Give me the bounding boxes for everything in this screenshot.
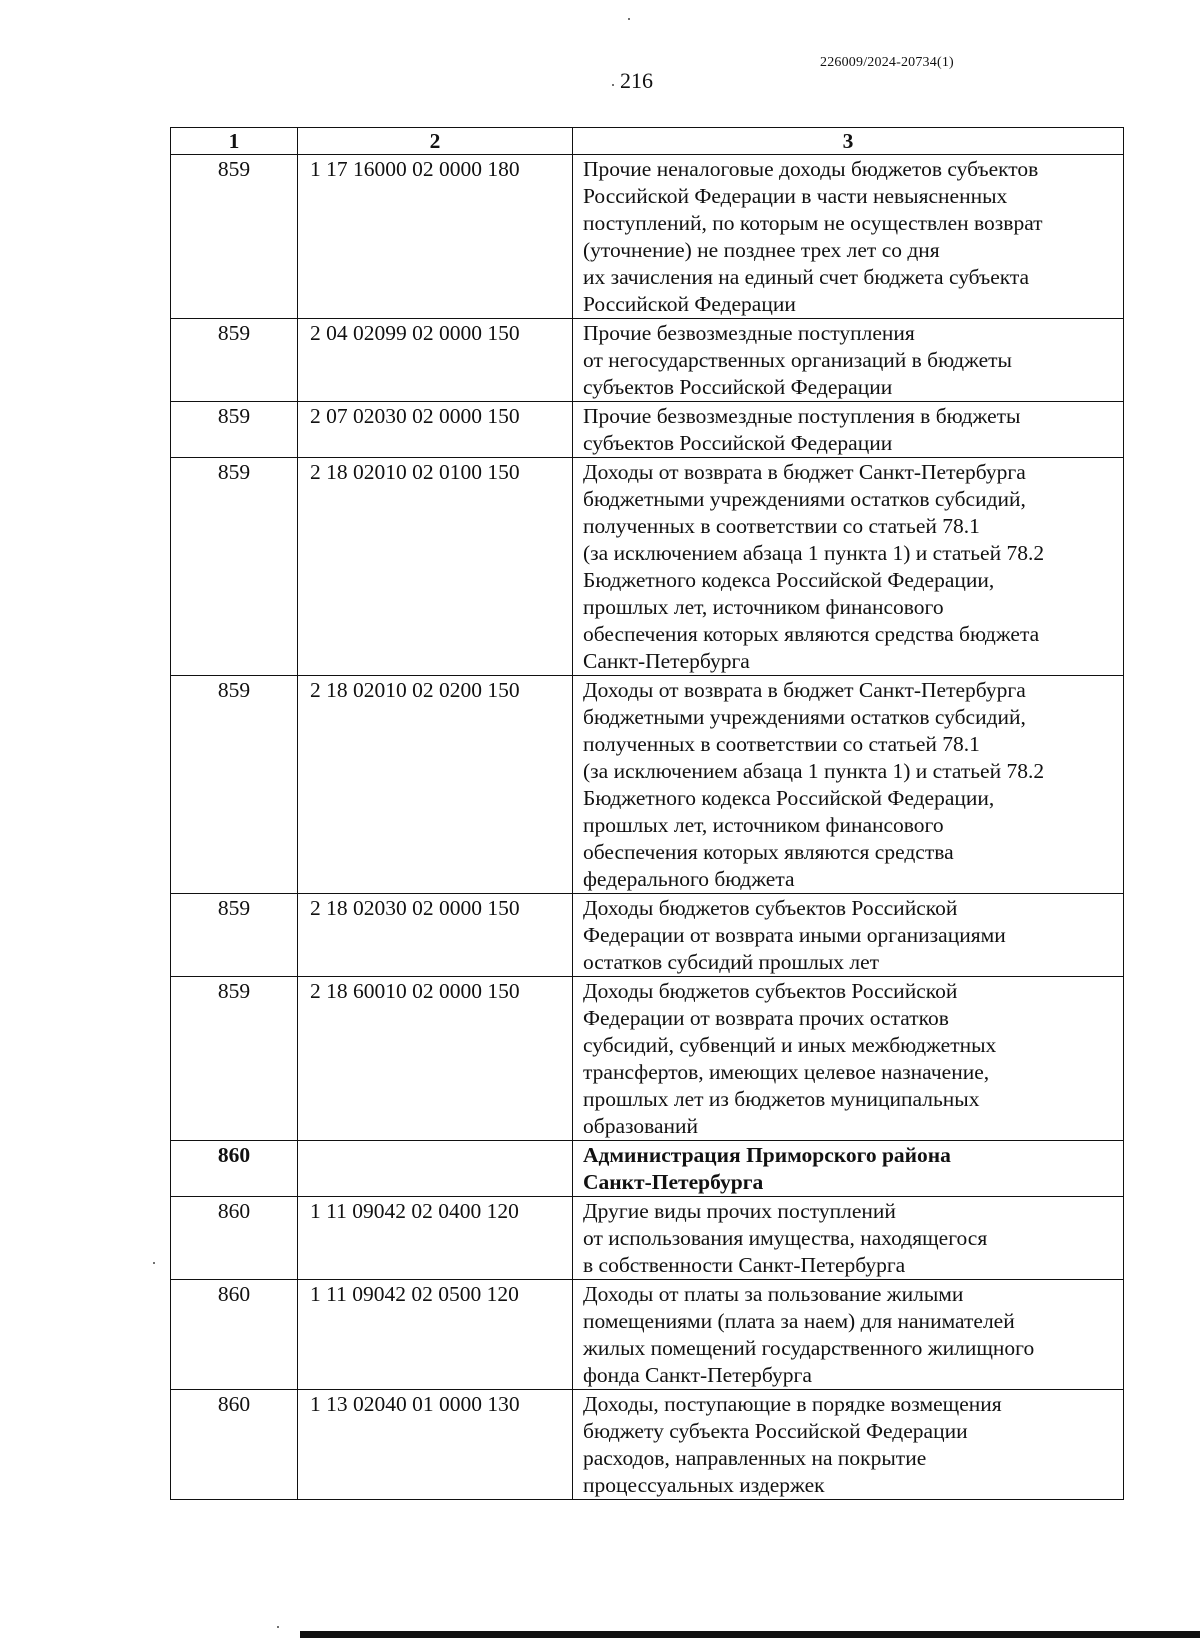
table-row xyxy=(171,458,1124,676)
description-line: бюджетными учреждениями остатков субсидий, xyxy=(583,487,1026,511)
description-cell xyxy=(573,1197,1124,1280)
description-cell xyxy=(573,676,1124,894)
description-line: бюджету субъекта Российской Федерации xyxy=(583,1419,968,1443)
revenue-codes-table xyxy=(170,127,1124,1500)
description-line: в собственности Санкт-Петербурга xyxy=(583,1253,906,1277)
admin-code-cell: 859 xyxy=(171,402,298,458)
description-line: Бюджетного кодекса Российской Федерации, xyxy=(583,568,995,592)
description-line: (уточнение) не позднее трех лет со дня xyxy=(583,238,940,262)
description-line: Федерации от возврата иными организациями xyxy=(583,923,1006,947)
admin-code-cell: 860 xyxy=(171,1141,298,1197)
description-line: Российской Федерации xyxy=(583,292,796,316)
description-line: полученных в соответствии со статьей 78.1 xyxy=(583,732,980,756)
revenue-code-cell: 1 11 09042 02 0400 120 xyxy=(298,1197,573,1280)
table-row xyxy=(171,1141,1124,1197)
description-line: субъектов Российской Федерации xyxy=(583,431,893,455)
table-row xyxy=(171,155,1124,319)
description-line: Доходы бюджетов субъектов Российской xyxy=(583,896,958,920)
description-line: бюджетными учреждениями остатков субсидий, xyxy=(583,705,1026,729)
table-body xyxy=(171,155,1124,1500)
table-row xyxy=(171,402,1124,458)
description-line: (за исключением абзаца 1 пункта 1) и статьей 78.2 xyxy=(583,759,1045,783)
scan-speck xyxy=(628,18,630,20)
revenue-code-cell: 2 18 60010 02 0000 150 xyxy=(298,977,573,1141)
admin-code-cell: 859 xyxy=(171,155,298,319)
description-line: (за исключением абзаца 1 пункта 1) и статьей 78.2 xyxy=(583,541,1045,565)
description-cell xyxy=(573,977,1124,1141)
table-row xyxy=(171,1280,1124,1390)
admin-code-cell: 860 xyxy=(171,1197,298,1280)
description-cell xyxy=(573,1141,1124,1197)
scan-speck xyxy=(277,1626,279,1628)
description-line: расходов, направленных на покрытие xyxy=(583,1446,927,1470)
description-line: Доходы от возврата в бюджет Санкт-Петербурга xyxy=(583,460,1026,484)
description-line: Прочие неналоговые доходы бюджетов субъектов xyxy=(583,157,1039,181)
description-line: Доходы, поступающие в порядке возмещения xyxy=(583,1392,1002,1416)
document-registration-number: 226009/2024-20734(1) xyxy=(820,55,954,70)
description-line: их зачисления на единый счет бюджета субъекта xyxy=(583,265,1030,289)
column-header-3: 3 xyxy=(573,128,1124,155)
description-line: помещениями (плата за наем) для нанимателей xyxy=(583,1309,1015,1333)
scan-speck xyxy=(153,1262,155,1264)
description-line: Доходы от возврата в бюджет Санкт-Петербурга xyxy=(583,678,1026,702)
description-line: образований xyxy=(583,1114,699,1138)
description-line: Доходы бюджетов субъектов Российской xyxy=(583,979,958,1003)
description-cell xyxy=(573,894,1124,977)
description-cell xyxy=(573,155,1124,319)
description-cell xyxy=(573,1390,1124,1500)
table-header-row xyxy=(171,128,1124,155)
description-line: полученных в соответствии со статьей 78.1 xyxy=(583,514,980,538)
description-line: субъектов Российской Федерации xyxy=(583,375,893,399)
description-line: Бюджетного кодекса Российской Федерации, xyxy=(583,786,995,810)
description-line: Санкт-Петербурга xyxy=(583,1170,764,1194)
description-line: фонда Санкт-Петербурга xyxy=(583,1363,812,1387)
table-row xyxy=(171,676,1124,894)
admin-code-cell: 859 xyxy=(171,458,298,676)
description-line: Санкт-Петербурга xyxy=(583,649,750,673)
description-line: от негосударственных организаций в бюджеты xyxy=(583,348,1012,372)
revenue-code-cell: 2 18 02010 02 0200 150 xyxy=(298,676,573,894)
description-line: прошлых лет, источником финансового xyxy=(583,813,944,837)
admin-code-cell: 859 xyxy=(171,676,298,894)
description-line: жилых помещений государственного жилищного xyxy=(583,1336,1035,1360)
column-header-2: 2 xyxy=(298,128,573,155)
description-line: поступлений, по которым не осуществлен возврат xyxy=(583,211,1043,235)
revenue-code-cell: 1 17 16000 02 0000 180 xyxy=(298,155,573,319)
admin-code-cell: 859 xyxy=(171,319,298,402)
revenue-code-cell: 2 04 02099 02 0000 150 xyxy=(298,319,573,402)
description-line: Доходы от платы за пользование жилыми xyxy=(583,1282,964,1306)
description-line: обеспечения которых являются средства бюджета xyxy=(583,622,1040,646)
description-line: процессуальных издержек xyxy=(583,1473,825,1497)
scan-speck xyxy=(612,84,614,86)
table-row xyxy=(171,977,1124,1141)
revenue-code-cell: 2 07 02030 02 0000 150 xyxy=(298,402,573,458)
table-row xyxy=(171,1197,1124,1280)
description-line: федерального бюджета xyxy=(583,867,795,891)
description-line: Администрация Приморского района xyxy=(583,1143,951,1167)
scan-edge-bar xyxy=(300,1631,1200,1638)
description-line: Российской Федерации в части невыясненных xyxy=(583,184,1008,208)
description-cell xyxy=(573,458,1124,676)
description-line: Федерации от возврата прочих остатков xyxy=(583,1006,949,1030)
description-line: прошлых лет, источником финансового xyxy=(583,595,944,619)
description-line: от использования имущества, находящегося xyxy=(583,1226,988,1250)
description-line: остатков субсидий прошлых лет xyxy=(583,950,880,974)
admin-code-cell: 859 xyxy=(171,977,298,1141)
table-row xyxy=(171,319,1124,402)
revenue-code-cell: 1 13 02040 01 0000 130 xyxy=(298,1390,573,1500)
description-line: Другие виды прочих поступлений xyxy=(583,1199,896,1223)
revenue-code-cell xyxy=(298,1141,573,1197)
admin-code-cell: 860 xyxy=(171,1280,298,1390)
description-line: трансфертов, имеющих целевое назначение, xyxy=(583,1060,990,1084)
revenue-code-cell: 2 18 02010 02 0100 150 xyxy=(298,458,573,676)
description-line: обеспечения которых являются средства xyxy=(583,840,954,864)
description-cell xyxy=(573,402,1124,458)
description-line: субсидий, субвенций и иных межбюджетных xyxy=(583,1033,997,1057)
description-line: Прочие безвозмездные поступления в бюджеты xyxy=(583,404,1021,428)
description-line: Прочие безвозмездные поступления xyxy=(583,321,915,345)
page-number: 216 xyxy=(620,68,653,93)
admin-code-cell: 860 xyxy=(171,1390,298,1500)
description-cell xyxy=(573,319,1124,402)
revenue-code-cell: 1 11 09042 02 0500 120 xyxy=(298,1280,573,1390)
description-line: прошлых лет из бюджетов муниципальных xyxy=(583,1087,980,1111)
table-row xyxy=(171,1390,1124,1500)
description-cell xyxy=(573,1280,1124,1390)
table-row xyxy=(171,894,1124,977)
column-header-1: 1 xyxy=(171,128,298,155)
admin-code-cell: 859 xyxy=(171,894,298,977)
revenue-code-cell: 2 18 02030 02 0000 150 xyxy=(298,894,573,977)
